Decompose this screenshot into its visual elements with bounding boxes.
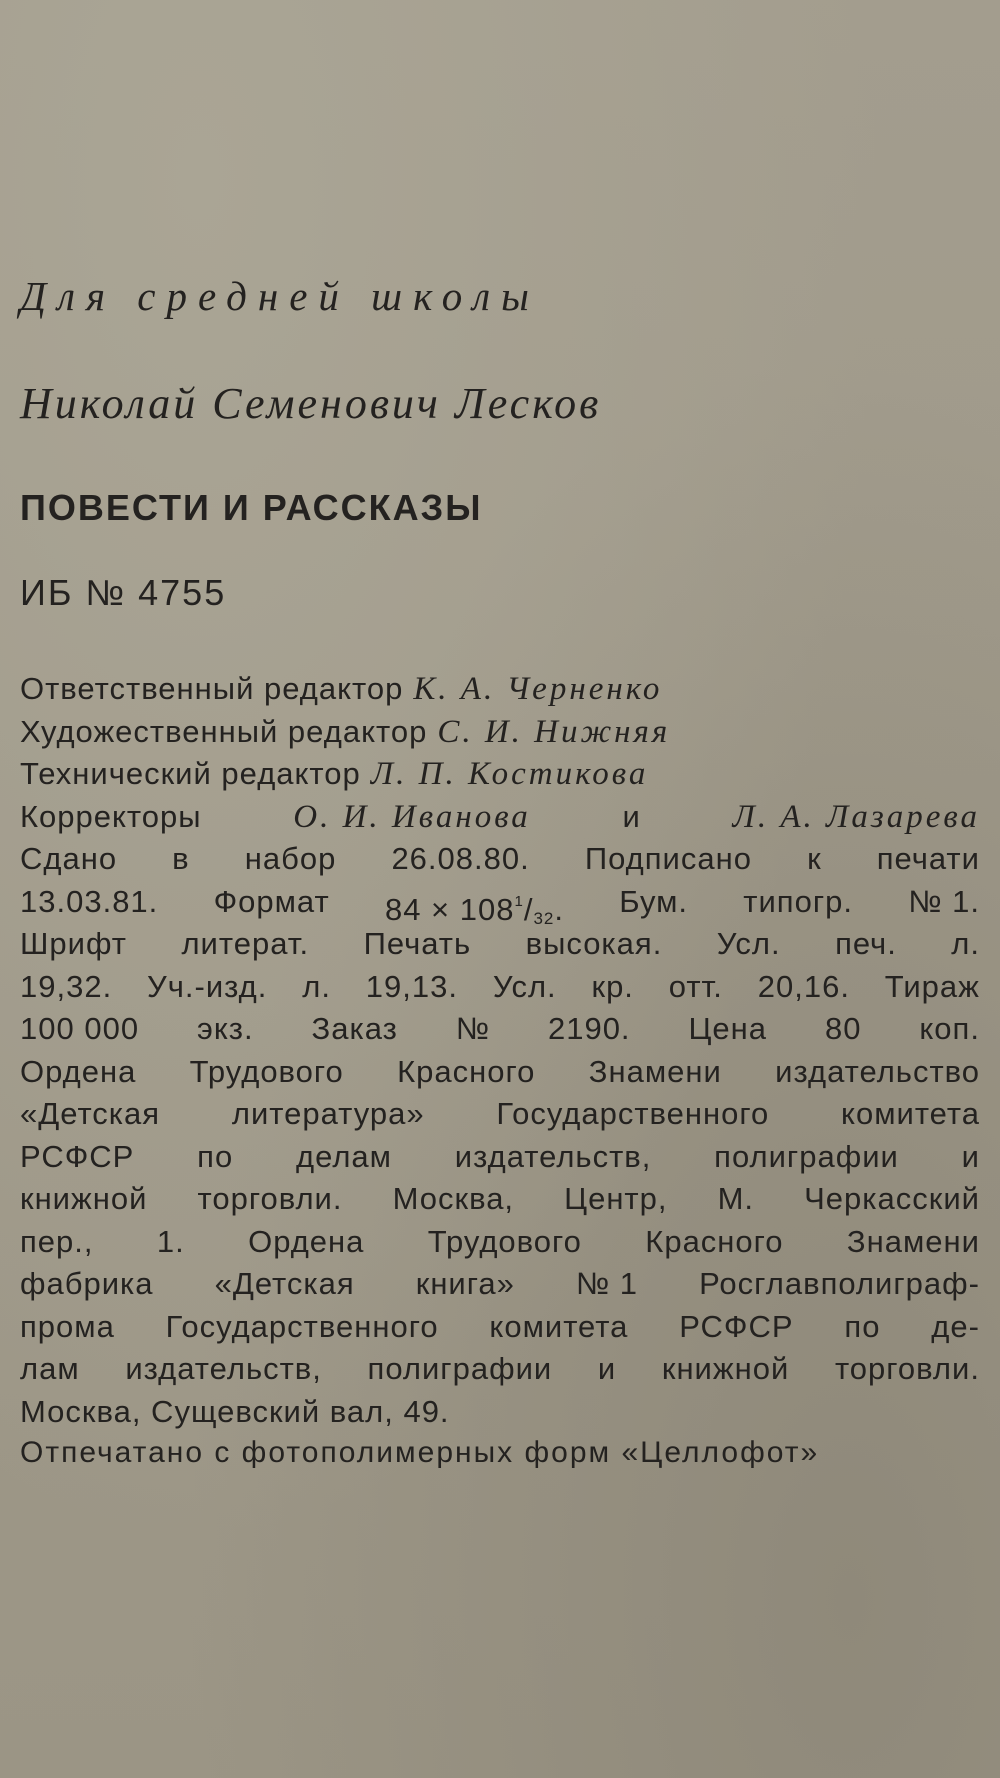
word: литерат. <box>181 926 310 961</box>
word: 100 000 <box>20 1011 140 1046</box>
credit-label: Корректоры <box>20 798 202 834</box>
word: комитета <box>841 1096 980 1131</box>
word: № 1 <box>575 1266 639 1301</box>
word: издательств, <box>125 1351 322 1386</box>
word: набор <box>244 841 337 876</box>
word: торговли. <box>197 1181 343 1216</box>
word: экз. <box>197 1011 254 1046</box>
word: торговли. <box>834 1351 980 1386</box>
format-value <box>384 881 565 928</box>
credit-proofreaders <box>20 796 980 839</box>
word: печати <box>876 841 980 876</box>
word: 80 <box>824 1011 862 1046</box>
word: Сдано <box>20 841 118 876</box>
imprint-row-11 <box>20 1263 980 1306</box>
word: Росглавполиграф- <box>699 1266 980 1301</box>
word: по <box>844 1308 881 1344</box>
word: Усл. <box>492 968 557 1004</box>
series-line: Для средней школы <box>20 273 540 319</box>
word: Цена <box>688 1011 768 1046</box>
word: кр. <box>591 968 634 1004</box>
word: Уч.-изд. <box>147 968 268 1004</box>
word: Красного <box>645 1223 784 1259</box>
word: книга» <box>415 1266 515 1301</box>
credit-art-editor <box>20 711 980 754</box>
imprint-row-13 <box>20 1348 980 1391</box>
date: 13.03.81. <box>20 883 159 919</box>
word: 2190. <box>547 1011 631 1046</box>
imprint-row-4 <box>20 966 980 1009</box>
word: Печать <box>363 926 472 961</box>
word: типогр. <box>743 883 853 919</box>
word: комитета <box>489 1308 629 1344</box>
format-slash: / <box>523 891 534 927</box>
credit-name: К. А. Черненко <box>413 671 663 707</box>
word: 19,13. <box>365 968 458 1004</box>
word: Черкасский <box>804 1181 980 1216</box>
word: Государственного <box>165 1308 439 1344</box>
word: 1. <box>156 1223 185 1259</box>
credit-tech-editor <box>20 753 980 796</box>
format-main: 84 × 108 <box>384 891 515 927</box>
word: книжной <box>661 1351 790 1386</box>
word: РСФСР <box>679 1308 794 1344</box>
imprint-row-7 <box>20 1093 980 1136</box>
word: по <box>197 1138 234 1174</box>
word: прома <box>20 1308 115 1344</box>
word: Ордена <box>20 1053 137 1089</box>
imprint-block <box>20 668 980 1433</box>
word: Центр, <box>564 1181 668 1216</box>
word: Государственного <box>496 1096 770 1131</box>
word: делам <box>296 1138 392 1174</box>
word: 19,32. <box>20 968 113 1004</box>
credit-label: Ответственный редактор <box>20 671 404 706</box>
ib-number: ИБ № 4755 <box>20 572 227 613</box>
word: Знамени <box>588 1053 722 1089</box>
word: пер., <box>20 1223 94 1259</box>
word: РСФСР <box>20 1138 135 1174</box>
imprint-row-9 <box>20 1178 980 1221</box>
word: коп. <box>919 1011 980 1046</box>
word: Знамени <box>846 1223 980 1259</box>
word: полиграфии <box>714 1138 899 1174</box>
word: «Детская <box>20 1096 161 1131</box>
word: Шрифт <box>20 926 127 961</box>
credit-name: Л. П. Костикова <box>370 756 649 792</box>
credit-name: О. И. Иванова <box>293 798 531 835</box>
word: и <box>597 1351 617 1386</box>
word: в <box>172 841 190 876</box>
word: «Детская <box>214 1266 355 1301</box>
imprint-row-8 <box>20 1136 980 1179</box>
credit-responsible-editor <box>20 668 980 711</box>
word: л. <box>951 926 980 961</box>
book-title: ПОВЕСТИ И РАССКАЗЫ <box>20 487 483 528</box>
word: Ордена <box>248 1223 365 1259</box>
word: № 1. <box>908 883 980 919</box>
word: Трудового <box>427 1223 582 1259</box>
word: Москва, <box>392 1181 515 1216</box>
word: л. <box>302 968 331 1004</box>
credit-conjunction: и <box>622 798 641 834</box>
format-sup: 1 <box>514 892 524 910</box>
word: Заказ <box>311 1011 398 1046</box>
word: де- <box>931 1308 980 1344</box>
printed-note: Отпечатано с фотополимерных форм «Целлофот» <box>20 1436 820 1469</box>
credit-name: С. И. Нижняя <box>437 713 671 750</box>
imprint-row-10 <box>20 1221 980 1264</box>
imprint-row-2 <box>20 881 980 928</box>
word: Формат <box>213 883 330 919</box>
word: полиграфии <box>367 1351 553 1386</box>
word: литература» <box>231 1096 425 1131</box>
imprint-row-6 <box>20 1051 980 1094</box>
word: лам <box>20 1351 80 1386</box>
word: к <box>807 841 822 876</box>
word: печ. <box>835 926 897 961</box>
word: Трудового <box>189 1053 344 1089</box>
word: 20,16. <box>757 968 850 1004</box>
credit-label: Художественный редактор <box>20 713 428 749</box>
word: № <box>455 1011 491 1046</box>
word: Усл. <box>716 926 781 961</box>
imprint-row-14 <box>20 1391 980 1434</box>
word: издательств, <box>454 1138 652 1174</box>
format-dot: . <box>554 891 565 927</box>
format-sub: 32 <box>533 908 555 928</box>
word: высокая. <box>525 926 663 961</box>
imprint-row-1 <box>20 838 980 881</box>
address: Москва, Сущевский вал, 49. <box>20 1393 450 1429</box>
date: 26.08.80. <box>391 841 530 876</box>
word: М. <box>717 1181 755 1216</box>
word: фабрика <box>20 1266 154 1301</box>
imprint-row-5 <box>20 1008 980 1051</box>
author-name: Николай Семенович Лесков <box>20 379 602 428</box>
word: Подписано <box>584 841 752 876</box>
word: отт. <box>668 968 723 1004</box>
credit-name: Л. А. Лазарева <box>732 798 980 835</box>
word: Бум. <box>619 883 689 919</box>
credit-label: Технический редактор <box>20 756 361 791</box>
word: издательство <box>775 1053 980 1089</box>
word: книжной <box>20 1181 148 1216</box>
word: Тираж <box>884 968 980 1004</box>
imprint-row-12 <box>20 1306 980 1349</box>
word: и <box>961 1138 980 1174</box>
word: Красного <box>397 1053 536 1089</box>
